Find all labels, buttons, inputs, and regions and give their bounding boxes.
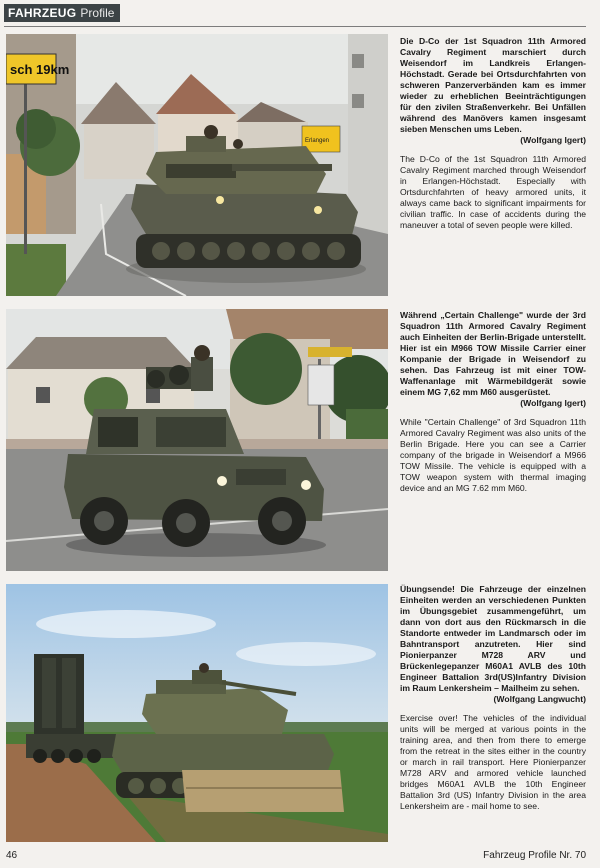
caption-block-3 bbox=[400, 584, 586, 812]
caption-1-credit: (Wolfgang Igert) bbox=[520, 135, 586, 145]
magazine-logo bbox=[4, 4, 120, 22]
caption-3-english: Exercise over! The vehicles of the individual units will be merged at various points in the training area, and then from there to emerge from the retreat in the sites either in the country or march in rail transport. Here Pionierpanzer M728 ARV and armored vehicle launched bridges M60A1 AVLB the 10th Engineer Battalion 3rd (US) Infantry Division in the area Lenkersheim are - mail home to see. bbox=[400, 713, 586, 811]
caption-1-german bbox=[400, 36, 586, 146]
village-sign-text: sch 19km bbox=[10, 62, 70, 77]
tank-illustration bbox=[6, 34, 388, 296]
caption-3-german bbox=[400, 584, 586, 705]
logo-text-light: Profile bbox=[80, 6, 115, 20]
direction-sign-text: Erlangen bbox=[305, 138, 330, 144]
caption-2-english: While "Certain Challenge" of 3rd Squadron 11th Armored Cavalry Regiment was also units of the Berlin Brigade. Here you can see a Carrier company of the brigade in Weisendorf a M966 TOW Missile. The vehicle is equipped with a TOW weapon system with thermal imaging device and an MG 7.62 mm M60. bbox=[400, 417, 586, 493]
caption-1-german-text: Die D-Co der 1st Squadron 11th Armored Cavalry Regiment marschiert durch Weisendorf im Landkreis Erlangen-Höchstadt. Gerade bei Ortsdurchfahrten von schweren Panzerverbänden kam es immer wieder zu erheblichen Beeinträchtigungen für den zivilen Straßenverkehr. Bei Unfällen während des Manövers kamen insgesamt sieben Menschen ums Leben. bbox=[400, 36, 586, 134]
photo-abrams-tank bbox=[6, 34, 388, 296]
caption-2-german-text: Während „Certain Challenge" wurde der 3rd Squadron 11th Armored Cavalry Regiment auch Einheiten der Berlin-Brigade unterstellt. Hier ist ein M966 TOW Missile Carrier einer Kompanie der Brigade in Weisendorf zu sehen. Das Fahrzeug ist mit einer TOW-Waffenanlage mit Wärmebildgerät sowie einem MG 7,62 mm M60 ausgerüstet. bbox=[400, 310, 586, 397]
caption-1-english: The D-Co of the 1st Squadron 11th Armored Cavalry Regiment marched through Weisendorf in Erlangen-Höchstadt. Especially with Ortsdurchfahrten of heavy armored units, it always came back to significant impairments for civilian traffic. In case of accidents during the maneuver a total of seven people were killed. bbox=[400, 154, 586, 230]
caption-2-german bbox=[400, 310, 586, 409]
caption-3-german-text: Übungsende! Die Fahrzeuge der einzelnen Einheiten werden an verschiedenen Punkten im Übungsgebiet zusammengeführt, um dann von dort aus den Rückmarsch in die Standorte entweder im Landmarsch oder im Bahntransport anzutreten. Hier sind Pionierpanzer M728 ARV und Brückenlegepanzer M60A1 AVLB des 10th Engineer Battalion 3rd(US)Infantry Division im Raum Lenkersheim – Mailheim zu sehen. bbox=[400, 584, 586, 693]
page-footer bbox=[0, 846, 600, 868]
caption-3-credit: (Wolfgang Langwucht) bbox=[493, 694, 586, 704]
page-number: 46 bbox=[6, 850, 18, 861]
photo-engineer-vehicles bbox=[6, 584, 388, 842]
caption-block-2 bbox=[400, 310, 586, 494]
humvee-illustration bbox=[6, 309, 388, 571]
caption-block-1 bbox=[400, 36, 586, 231]
photo-humvee-tow bbox=[6, 309, 388, 571]
page-header bbox=[0, 0, 600, 26]
header-rule bbox=[4, 26, 586, 27]
logo-text-strong: FAHRZEUG bbox=[8, 6, 77, 20]
engineer-vehicles-illustration bbox=[6, 584, 388, 842]
caption-2-credit: (Wolfgang Igert) bbox=[520, 398, 586, 408]
magazine-issue: Fahrzeug Profile Nr. 70 bbox=[483, 850, 586, 861]
